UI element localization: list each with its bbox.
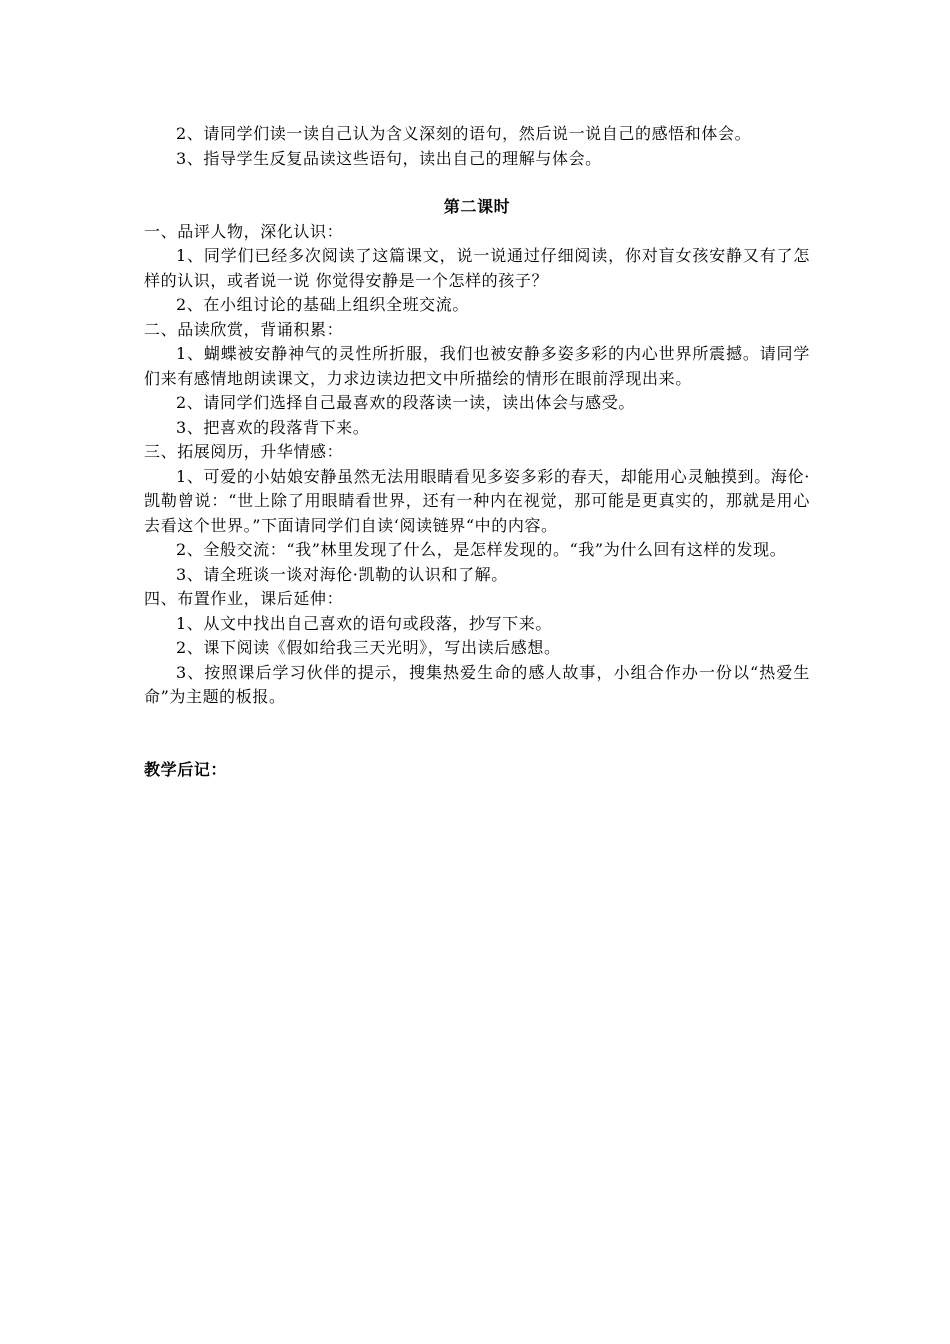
section-item: 3、按照课后学习伙伴的提示，搜集热爱生命的感人故事，小组合作办一份以“热爱生命”为主题的板报。: [144, 662, 810, 706]
section-item: 3、把喜欢的段落背下来。: [176, 417, 370, 437]
section-heading: 四、布置作业，课后延伸：: [144, 589, 344, 608]
section-item: 1、可爱的小姑娘安静虽然无法用眼睛看见多姿多彩的春天，却能用心灵触摸到。海伦·凯勒曾说：“世上除了用眼睛看世界，还有一种内在视觉，那可能是更真实的，那就是用心去看这个世界。”下面请同学们自读‘阅读链界“中的内容。: [144, 466, 810, 535]
section-item: 2、课下阅读《假如给我三天光明》，写出读后感想。: [176, 638, 561, 657]
section-item: 1、同学们已经多次阅读了这篇课文，说一说通过仔细阅读，你对盲女孩安静又有了怎样的认识，或者说一说 你觉得安静是一个怎样的孩子？: [144, 246, 810, 290]
intro-paragraph: 3、指导学生反复品读这些语句，读出自己的理解与体会。: [176, 148, 602, 168]
section-item: 3、请全班谈一谈对海伦·凯勒的认识和了解。: [176, 564, 508, 584]
section-item: 2、在小组讨论的基础上组织全班交流。: [176, 295, 469, 314]
section-heading: 二、品读欣赏，背诵积累：: [144, 319, 344, 339]
lesson-title: 第二课时: [443, 197, 511, 216]
section-heading: 一、品评人物，深化认识：: [144, 221, 344, 241]
section-item: 1、从文中找出自己喜欢的语句或段落，抄写下来。: [176, 613, 552, 633]
intro-paragraph: 2、请同学们读一读自己认为含义深刻的语句，然后说一说自己的感悟和体会。: [176, 124, 752, 143]
section-heading: 三、拓展阅历，升华情感：: [144, 442, 344, 461]
teaching-notes-label: 教学后记：: [144, 759, 228, 779]
document-body: [144, 122, 810, 782]
section-item: 2、请同学们选择自己最喜欢的段落读一读，读出体会与感受。: [176, 393, 635, 412]
section-item: 2、全般交流：“我”林里发现了什么，是怎样发现的。“我”为什么回有这样的发现。: [176, 540, 787, 559]
section-item: 1、蝴蝶被安静神气的灵性所折服，我们也被安静多姿多彩的内心世界所震撼。请同学们来有感情地朗读课文，力求边读边把文中所描绘的情形在眼前浮现出来。: [144, 344, 810, 388]
